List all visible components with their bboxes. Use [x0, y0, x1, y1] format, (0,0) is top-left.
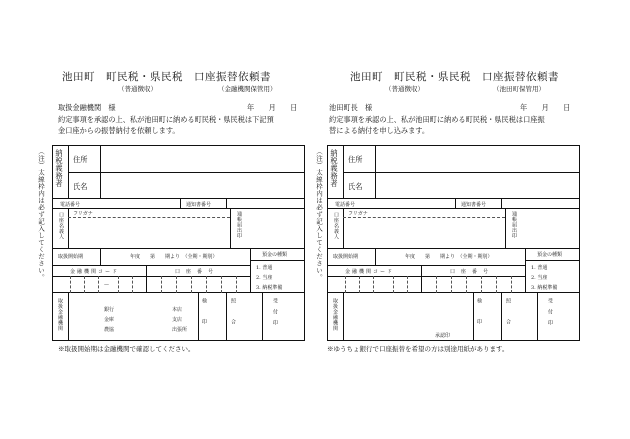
digit-divider — [466, 276, 467, 293]
divider — [100, 248, 101, 265]
notice-number-label: 通知書番号 — [186, 202, 212, 208]
bank-code-dash: — — [104, 282, 109, 288]
name-label: 氏名 — [348, 182, 363, 191]
branch-type-option: 本店 — [172, 307, 183, 313]
divider — [505, 208, 506, 248]
digit-divider — [451, 276, 452, 293]
deposit-type-option: 2. 当座 — [256, 275, 273, 281]
address-label: 住所 — [348, 155, 363, 164]
form-subtitle-collection: （普通徴収） — [118, 85, 157, 93]
side-note: （注）太線枠内は必ず記入してください。 — [315, 148, 323, 281]
digit-divider — [373, 276, 374, 293]
bank-section-label: 取扱金融機関 — [57, 298, 63, 331]
notice-number-label: 通知書番号 — [461, 202, 487, 208]
deposit-type-option: 3. 納税準備 — [256, 285, 283, 291]
deposit-type-option: 2. 当座 — [531, 275, 548, 281]
taxpayer-label: 納税義務者 — [55, 149, 64, 188]
deposit-type-option: 1. 普通 — [531, 265, 548, 271]
divider — [226, 293, 227, 340]
bank-type-option: 農協 — [104, 327, 115, 333]
phone-label: 電話番号 — [60, 202, 81, 208]
form-subtitle-copy: （金融機関保管用） — [218, 85, 277, 93]
divider — [525, 248, 526, 293]
bank-code-label: 金融機関コード — [70, 269, 120, 275]
divider — [455, 199, 456, 208]
divider — [250, 248, 251, 293]
digit-divider — [132, 276, 133, 293]
divider — [537, 293, 538, 340]
digit-divider — [481, 276, 482, 293]
form-title: 池田町 町民税・県民税 口座振替依頼書 — [350, 71, 559, 83]
deposit-type-option: 3. 納税準備 — [531, 285, 558, 291]
name-label: 氏名 — [73, 182, 88, 191]
divider — [375, 248, 376, 265]
divider — [52, 265, 250, 266]
divider — [327, 265, 525, 266]
divider — [327, 248, 580, 249]
divider — [473, 293, 474, 340]
digit-divider — [70, 276, 71, 293]
deposit-type-label: 預金の種類 — [537, 252, 563, 258]
body-text-line-2: 金口座からの振替納付を依頼します。 — [58, 126, 180, 135]
divider — [343, 293, 344, 340]
digit-divider — [393, 276, 394, 293]
digit-divider — [206, 276, 207, 293]
start-period-value: 年度 第 期より （全期・期別） — [405, 254, 493, 260]
digit-divider — [359, 276, 360, 293]
bank-type-option: 金庫 — [104, 317, 115, 323]
start-period-label: 取扱開始期 — [58, 254, 84, 260]
bank-code-label: 金融機関コード — [345, 269, 395, 275]
form-subtitle-copy: （池田町保管用） — [493, 85, 545, 93]
branch-type-option: 出張所 — [172, 327, 188, 333]
body-text-line-2: 替による納付を申し込みます。 — [329, 126, 430, 135]
start-period-value: 年度 第 期より （全期・期別） — [130, 254, 218, 260]
divider — [68, 208, 69, 248]
seal-label: 通帳届出印 — [511, 211, 517, 239]
divider — [68, 293, 69, 340]
divider — [421, 265, 422, 293]
digit-divider — [191, 276, 192, 293]
seal-label: 通帳届出印 — [236, 211, 242, 239]
date-field: 年 月 日 — [247, 103, 298, 112]
table-outline-bottom — [327, 340, 580, 341]
account-holder-label: 口座名義人 — [58, 212, 64, 240]
account-number-label: 口座番号 — [175, 269, 220, 275]
digit-divider — [84, 276, 85, 293]
taxpayer-label: 納税義務者 — [330, 149, 339, 188]
inspection-seal-label: 検印 — [476, 298, 482, 340]
digit-divider — [98, 276, 99, 293]
deposit-type-label: 預金の種類 — [262, 252, 288, 258]
account-holder-label: 口座名義人 — [333, 212, 339, 240]
divider — [100, 145, 101, 199]
bank-section-label: 取扱金融機関 — [332, 298, 338, 331]
collation-seal-label: 照合 — [230, 298, 236, 340]
divider — [501, 293, 502, 340]
divider — [52, 248, 305, 249]
footnote: ※ゆうちょ銀行で口座振替を希望の方は別途用紙があります。 — [327, 345, 509, 353]
phone-label: 電話番号 — [335, 202, 356, 208]
divider — [68, 172, 304, 173]
digit-divider — [436, 276, 437, 293]
start-period-label: 取扱開始期 — [333, 254, 359, 260]
furigana-label: フリガナ — [348, 211, 368, 217]
collation-seal-label: 照合 — [505, 298, 511, 340]
body-text-line-1: 約定事項を承認の上、私が池田町に納める町民税・県民税は下記預 — [58, 115, 274, 124]
digit-divider — [176, 276, 177, 293]
divider — [262, 293, 263, 340]
divider — [501, 199, 502, 208]
divider — [343, 172, 579, 173]
address-label: 住所 — [73, 155, 88, 164]
inspection-seal-label: 検印 — [201, 298, 207, 340]
divider — [375, 145, 376, 199]
digit-divider — [118, 276, 119, 293]
form-subtitle-collection: （普通徴収） — [385, 85, 424, 93]
digit-divider — [407, 276, 408, 293]
digit-divider — [221, 276, 222, 293]
divider — [146, 265, 147, 293]
furigana-label: フリガナ — [73, 211, 93, 217]
divider — [198, 293, 199, 340]
form-title: 池田町 町民税・県民税 口座振替依頼書 — [62, 71, 271, 83]
divider — [525, 260, 580, 261]
addressee: 池田町長 様 — [329, 103, 373, 112]
reception-seal-label: 受付印 — [272, 298, 278, 331]
form-town-copy — [315, 0, 630, 439]
digit-divider — [236, 276, 237, 293]
reception-seal-label: 受付印 — [547, 298, 553, 331]
digit-divider — [496, 276, 497, 293]
deposit-type-option: 1. 普通 — [256, 265, 273, 271]
divider — [226, 199, 227, 208]
divider — [250, 260, 305, 261]
branch-type-option: 支店 — [172, 317, 183, 323]
digit-divider — [345, 276, 346, 293]
divider — [343, 208, 344, 248]
addressee: 取扱金融機関 様 — [58, 103, 116, 112]
digit-divider — [161, 276, 162, 293]
account-number-label: 口座番号 — [450, 269, 495, 275]
divider — [230, 208, 231, 248]
date-field: 年 月 日 — [520, 103, 571, 112]
approval-seal-label: 承認印 — [435, 333, 451, 339]
body-text-line-1: 約定事項を承認の上、私が池田町に納める町民税・県民税は口座振 — [329, 115, 545, 124]
divider — [180, 199, 181, 208]
furigana-divider — [68, 217, 230, 218]
side-note: （注）太線枠内は必ず記入してください。 — [37, 148, 45, 281]
digit-divider — [511, 276, 512, 293]
bank-type-option: 銀行 — [104, 307, 115, 313]
footnote: ※取扱開始期は金融機関で確認してください。 — [58, 345, 195, 353]
table-outline-bottom — [52, 340, 305, 341]
furigana-divider — [343, 217, 505, 218]
